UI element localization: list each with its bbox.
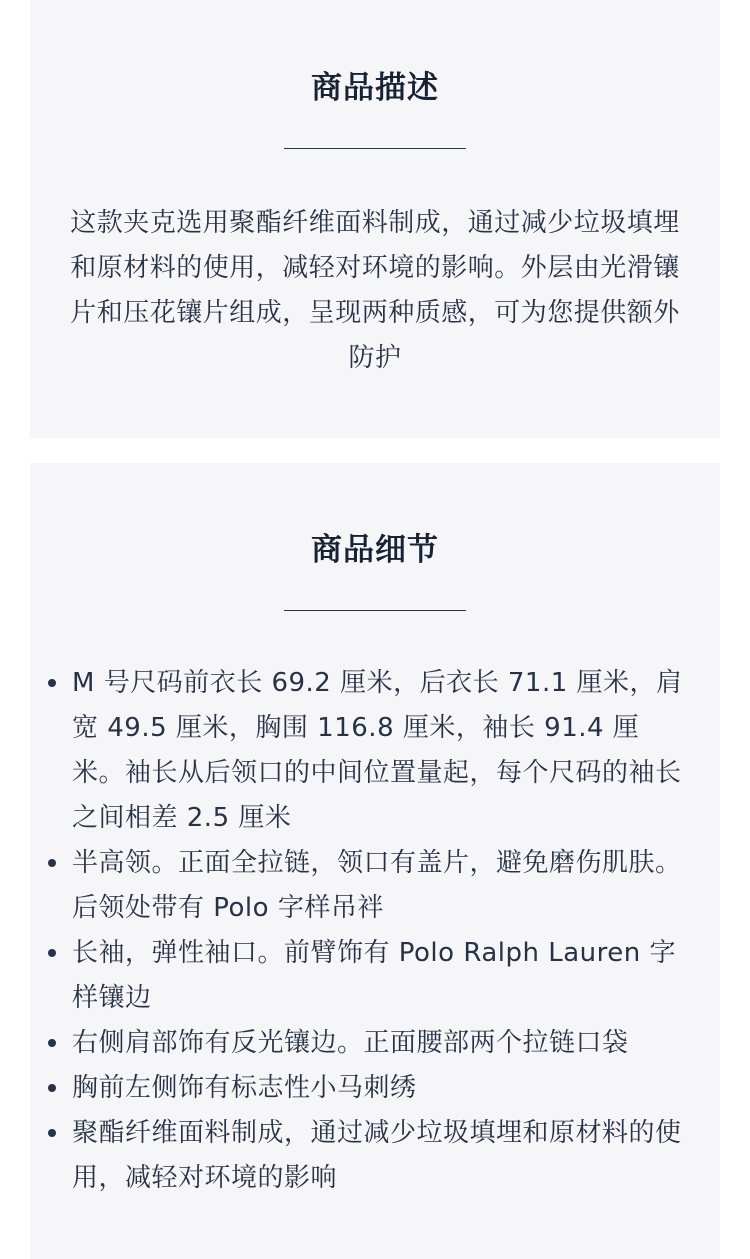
detail-item: [72, 1021, 692, 1066]
details-divider: [284, 610, 466, 611]
detail-item: [72, 661, 692, 841]
detail-item-text: 聚酯纤维面料制成，通过减少垃圾填埋和原材料的使用，减轻对环境的影响: [72, 1118, 682, 1193]
bullet-icon: [48, 679, 56, 687]
detail-item: [72, 841, 692, 931]
bullet-icon: [48, 859, 56, 867]
description-divider: [284, 148, 466, 149]
bullet-icon: [48, 1039, 56, 1047]
detail-item-text: 长袖，弹性袖口。前臂饰有 Polo Ralph Lauren 字样镶边: [72, 938, 676, 1013]
detail-item-text: 右侧肩部饰有反光镶边。正面腰部两个拉链口袋: [72, 1028, 629, 1058]
bullet-icon: [48, 1084, 56, 1092]
detail-item: [72, 1111, 692, 1201]
details-list: [30, 661, 720, 1201]
detail-item-text: 半高领。正面全拉链，领口有盖片，避免磨伤肌肤。后领处带有 Polo 字样吊袢: [72, 848, 682, 923]
bullet-icon: [48, 949, 56, 957]
product-details-panel: [30, 463, 720, 1259]
bullet-icon: [48, 1129, 56, 1137]
product-description-panel: [30, 0, 720, 438]
detail-item: [72, 931, 692, 1021]
details-title: 商品细节: [311, 532, 439, 568]
detail-item: [72, 1066, 692, 1111]
description-title: 商品描述: [311, 70, 439, 106]
description-text: 这款夹克选用聚酯纤维面料制成，通过减少垃圾填埋和原材料的使用，减轻对环境的影响。外层由光滑镶片和压花镶片组成，呈现两种质感，可为您提供额外防护: [70, 208, 680, 373]
detail-item-text: M 号尺码前衣长 69.2 厘米，后衣长 71.1 厘米，肩宽 49.5 厘米，胸围 116.8 厘米，袖长 91.4 厘米。袖长从后领口的中间位置量起，每个尺码的袖长之间相差 2.5 厘米: [72, 668, 683, 833]
detail-item-text: 胸前左侧饰有标志性小马刺绣: [72, 1073, 417, 1103]
